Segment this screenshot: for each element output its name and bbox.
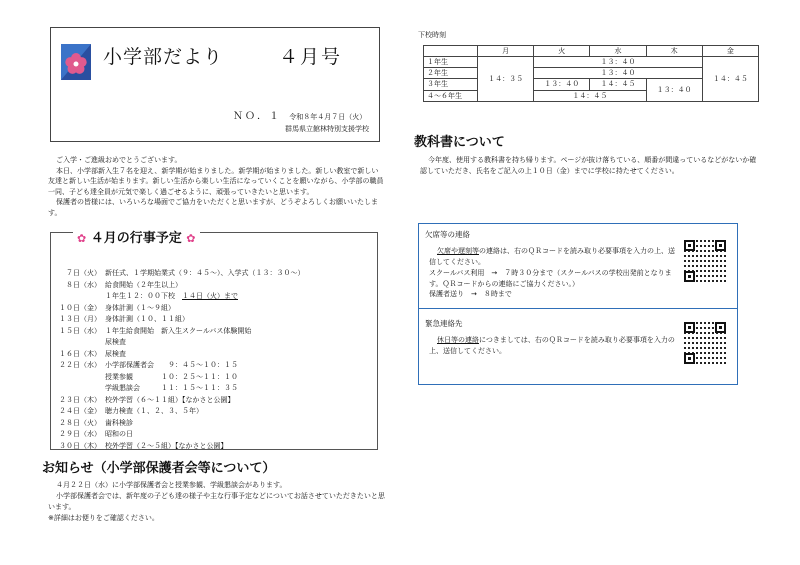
header-box <box>50 27 380 142</box>
day-header: 木 <box>646 46 702 57</box>
issue-date: 令和８年４月７日（火） <box>289 113 367 121</box>
dismissal-label: 下校時刻 <box>418 31 446 39</box>
greeting-line: 本日、小学部新入生７名を迎え、新学期が始まりました。新学期が始まりました。新しい教室で新しい友達と新しい生活が始まります。新しい生活から楽しい生活になっていくことを願いながら、小学部の職員一同、子ども達全員が元気で楽しく過ごせるように、頑張っていきたいと思います。 <box>48 166 384 196</box>
absence-body: 欠席や遅刻等の連絡は、右のＱＲコードを読み取り必要事項を入力の上、送信してください。 スクールバス利用 → ７時３０分まで（スクールバスの学校出発前となります。ＱＲコードからの連絡にご協力ください。） 保護者送り → ８時まで <box>429 247 675 299</box>
event-row: ２２日（水） 小学部保護者会 ９：４５～１０：１５ <box>59 361 238 369</box>
event-row: ２９日（水） 昭和の日 <box>59 430 133 438</box>
event-row: ２３日（木） 校外学習（６～１１組）【なかさと公園】 <box>59 395 235 404</box>
time-cell: １４：４５ <box>534 90 646 101</box>
table-row: １年生 １４：３５ １３：４０ １４：４５ <box>424 57 759 68</box>
event-row: １３日（月） 身体計測（１０、１１組） <box>59 315 189 323</box>
emergency-title: 緊急連絡先 <box>425 319 463 328</box>
notice-text <box>48 480 388 523</box>
event-row: ２８日（火） 歯科検診 <box>59 418 133 427</box>
time-cell: １４：３５ <box>478 57 534 102</box>
events-box <box>50 232 378 450</box>
table-row: ４～６年生 １４：４５ <box>424 90 759 101</box>
day-header: 水 <box>590 46 646 57</box>
time-cell: １４：４５ <box>590 79 646 90</box>
absence-title: 欠席等の連絡 <box>425 230 470 239</box>
event-row: １０日（金） 身体計測（１～９組） <box>59 303 175 312</box>
table-row: ２年生 １３：４０ <box>424 68 759 79</box>
time-cell: １３：４０ <box>534 79 590 90</box>
notice-line: ※詳細はお便りをご確認ください。 <box>48 513 159 522</box>
divider <box>419 308 737 309</box>
table-row <box>424 46 759 57</box>
event-row: １５日（水） １年生給食開始 新入生スクールバス体験開始 <box>59 326 252 335</box>
time-cell: １４：４５ <box>702 57 758 102</box>
events-title: ✿ ４月の行事予定 ✿ <box>73 230 200 249</box>
notice-title: お知らせ（小学部保護者会等について） <box>42 461 276 476</box>
school-emblem-icon <box>61 44 91 80</box>
event-row: １年生１２：００下校 １４日（火）まで <box>105 292 238 300</box>
event-row: ３０日（木） 校外学習（２～５組）【なかさと公園】 <box>59 441 228 450</box>
contact-box <box>418 223 738 385</box>
events-list <box>57 268 373 452</box>
event-row: １６日（木） 尿検査 <box>59 349 126 358</box>
day-header: 月 <box>478 46 534 57</box>
greeting-line: ご入学・ご進級おめでとうございます。 <box>56 156 182 164</box>
issue-number: ＮＯ．１ <box>233 111 281 122</box>
greeting-text <box>48 155 384 218</box>
newsletter-title: 小学部だより <box>103 46 224 68</box>
dismissal-table <box>423 45 759 102</box>
time-cell: １３：４０ <box>534 68 703 79</box>
issue-month: ４月号 <box>279 46 343 68</box>
issue-line <box>233 110 366 125</box>
event-row: ２４日（金） 聴力検査（１、２、３、５年） <box>59 407 203 415</box>
time-cell: １３：４０ <box>646 79 702 101</box>
flower-icon: ✿ <box>186 232 196 245</box>
day-header: 金 <box>702 46 758 57</box>
event-row: 尿検査 <box>105 338 126 346</box>
table-row: ３年生 １３：４０ １４：４５ １３：４０ <box>424 79 759 90</box>
school-name: 群馬県立館林特別支援学校 <box>285 125 369 133</box>
textbook-title: 教科書について <box>414 135 505 150</box>
event-row: ８日（水） 給食開始（２年生以上） <box>66 280 182 289</box>
textbook-text: 今年度、使用する教科書を持ち帰ります。ページが抜け落ちている、順番が間違っているなどがないか確認していただき、氏名をご記入の上１０日（金）までに学校に持たせてください。 <box>420 156 757 175</box>
event-row: 学級懇談会 １１：１５～１１：３５ <box>105 384 238 392</box>
greeting-line: 保護者の皆様には、いろいろな場面でご協力をいただくと思いますが、どうぞよろしくお願いいたします。 <box>48 198 378 217</box>
notice-line: ４月２２日（水）に小学部保護者会と授業参観、学級懇談会があります。 <box>56 481 287 489</box>
notice-line: 小学部保護者会では、新年度の子ども達の様子や主な行事予定などについてお話させていただきたいと思います。 <box>48 491 385 511</box>
emergency-body: 休日等の連絡につきましては、右のＱＲコードを読み取り必要事項を入力の上、送信してください。 <box>429 336 675 355</box>
day-header: 火 <box>534 46 590 57</box>
event-row: 授業参観 １０：２５～１１：１０ <box>105 372 238 381</box>
event-row: ７日（火） 新任式、１学期始業式（９：４５～）、入学式（１３：３０～） <box>66 269 305 277</box>
qr-code-icon[interactable] <box>684 322 726 364</box>
time-cell: １３：４０ <box>534 57 703 68</box>
qr-code-icon[interactable] <box>684 240 726 282</box>
flower-icon: ✿ <box>77 232 87 245</box>
